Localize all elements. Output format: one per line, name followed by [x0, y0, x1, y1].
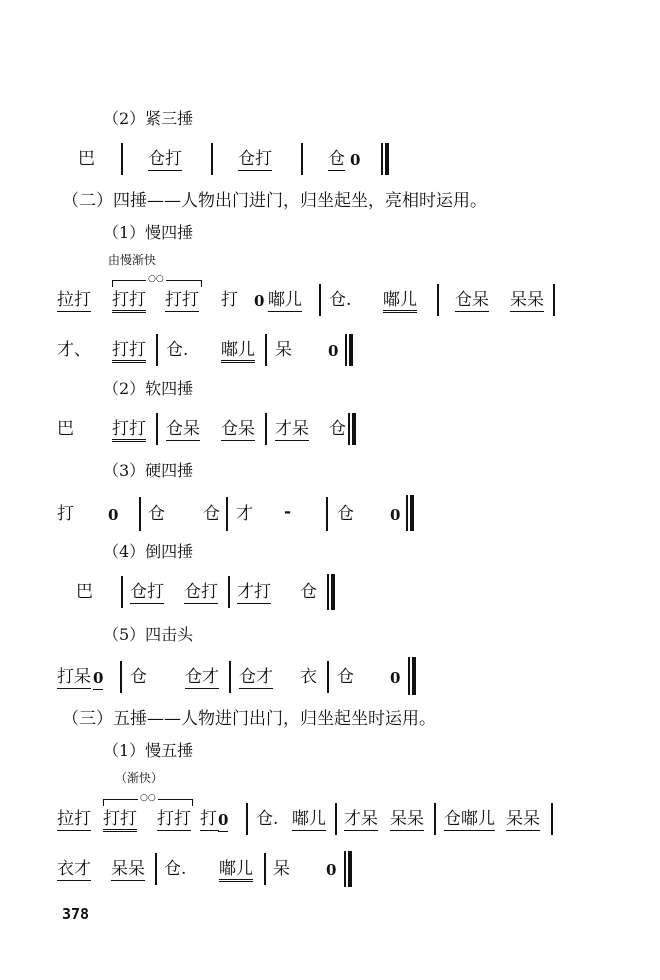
barline: [264, 853, 266, 885]
note: 仓: [148, 504, 165, 524]
section-heading-er: （二）四捶——人物出门进门，归坐起坐，亮相时运用。: [62, 191, 487, 211]
barline: [228, 576, 230, 608]
note: 呆呆: [111, 859, 145, 879]
rest-zero: 0: [108, 506, 119, 524]
final-barline-thick: [331, 574, 335, 610]
note: 才呆: [344, 809, 378, 829]
note: 巴: [78, 149, 95, 169]
tuplet-mark: ○○: [148, 274, 164, 284]
barline: [301, 143, 303, 175]
barline: [226, 497, 228, 531]
note: 仓.: [256, 809, 279, 829]
note: 嘟儿: [292, 809, 326, 829]
note: 打打: [103, 811, 137, 832]
note: 巴: [57, 419, 74, 439]
note: 仓打: [184, 582, 218, 602]
note: 嘟儿: [268, 290, 302, 310]
final-barline-thin: [408, 657, 410, 695]
final-barline-thin: [381, 143, 383, 175]
note: 仓: [130, 667, 147, 687]
barline: [551, 803, 553, 835]
barline: [155, 853, 157, 885]
note: 嘟儿: [219, 861, 253, 882]
barline: [553, 284, 555, 316]
note: 巴: [76, 582, 93, 602]
note: 仓呆: [166, 419, 200, 439]
final-barline-thick: [410, 495, 414, 531]
note: 衣才: [57, 859, 91, 879]
note: 仓.: [164, 859, 187, 879]
barline: [434, 803, 436, 835]
barline: [437, 284, 439, 316]
note: 打打: [165, 290, 199, 310]
barline: [121, 576, 123, 608]
final-barline-thick: [412, 657, 416, 695]
note: 仓嘟儿: [444, 809, 495, 829]
final-barline-thick: [349, 334, 353, 366]
rest-zero: 0: [218, 813, 228, 832]
barline: [229, 661, 231, 693]
note: 打打: [112, 421, 146, 442]
barline: [156, 413, 158, 445]
final-barline-thin: [345, 334, 347, 366]
note: 仓: [328, 149, 345, 169]
note: 仓才: [239, 667, 273, 687]
note: 呆: [275, 340, 292, 360]
note: 打: [57, 504, 74, 524]
barline: [335, 803, 337, 835]
barline: [246, 803, 248, 835]
note: 仓才: [185, 667, 219, 687]
subheading-jin-san-chui: （2）紧三捶: [103, 109, 194, 128]
note: 呆呆: [510, 290, 544, 310]
note: 嘟儿: [221, 342, 255, 363]
note: 拉打: [57, 290, 91, 310]
subheading-ying-si-chui: （3）硬四捶: [103, 461, 194, 480]
final-barline-thick: [352, 413, 356, 445]
note: 仓: [203, 504, 220, 524]
rest-zero: 0: [328, 342, 339, 360]
rest-zero: 0: [254, 292, 265, 310]
subheading-ruan-si-chui: （2）软四捶: [103, 379, 194, 398]
note: 仓.: [166, 340, 189, 360]
note: 呆: [273, 859, 290, 879]
note: 嘟儿: [383, 292, 417, 313]
subheading-si-ji-tou: （5）四击头: [103, 625, 194, 644]
note: 仓: [337, 504, 354, 524]
note: 才呆: [275, 419, 309, 439]
final-barline-thin: [327, 574, 329, 610]
note: 仓呆: [455, 290, 489, 310]
note: 仓: [337, 667, 354, 687]
final-barline-thick: [385, 143, 389, 175]
note: 仓呆: [221, 419, 255, 439]
subheading-man-wu-chui: （1）慢五捶: [103, 741, 194, 760]
subheading-man-si-chui: （1）慢四捶: [103, 223, 194, 242]
barline: [121, 143, 123, 175]
dash: -: [284, 502, 292, 522]
rest-zero: 0: [390, 669, 401, 687]
final-barline-thin: [348, 413, 350, 445]
barline: [211, 143, 213, 175]
rest-zero: 0: [390, 506, 401, 524]
rest-zero: 0: [326, 861, 337, 879]
note: 才: [236, 504, 253, 524]
note: 仓打: [238, 149, 272, 169]
rest-zero: 0: [93, 671, 103, 690]
note: 仓: [329, 419, 346, 439]
note: 打呆: [57, 667, 91, 687]
note: 打打: [112, 292, 146, 313]
barline: [156, 334, 158, 366]
note: 才、: [57, 340, 91, 360]
barline: [265, 413, 267, 445]
note: 拉打: [57, 809, 91, 829]
note: 仓.: [329, 290, 352, 310]
note: 衣: [300, 667, 317, 687]
final-barline-thick: [348, 851, 352, 887]
barline: [326, 497, 328, 531]
note: 打打: [157, 809, 191, 829]
note: 打打: [112, 342, 146, 363]
section-heading-san: （三）五捶——人物进门出门，归坐起坐时运用。: [62, 709, 436, 729]
barline: [120, 661, 122, 693]
rest-zero: 0: [350, 151, 361, 169]
tempo-marking: 由慢渐快: [108, 253, 157, 267]
subheading-dao-si-chui: （4）倒四捶: [103, 542, 194, 561]
note: 仓打: [130, 582, 164, 602]
barline: [265, 334, 267, 366]
final-barline-thin: [344, 851, 346, 887]
note: 才打: [237, 582, 271, 602]
note: 呆呆: [506, 809, 540, 829]
tuplet-mark: ○○: [140, 793, 156, 803]
note: 仓打: [148, 149, 182, 169]
note: 呆呆: [390, 809, 424, 829]
barline: [139, 497, 141, 531]
note: 仓: [300, 582, 317, 602]
note: 打: [221, 290, 238, 310]
barline: [327, 661, 329, 693]
page-number: 378: [62, 905, 90, 923]
note: 打: [200, 809, 217, 829]
barline: [319, 284, 321, 316]
tempo-marking: （渐快）: [115, 771, 164, 785]
final-barline-thin: [406, 495, 408, 531]
